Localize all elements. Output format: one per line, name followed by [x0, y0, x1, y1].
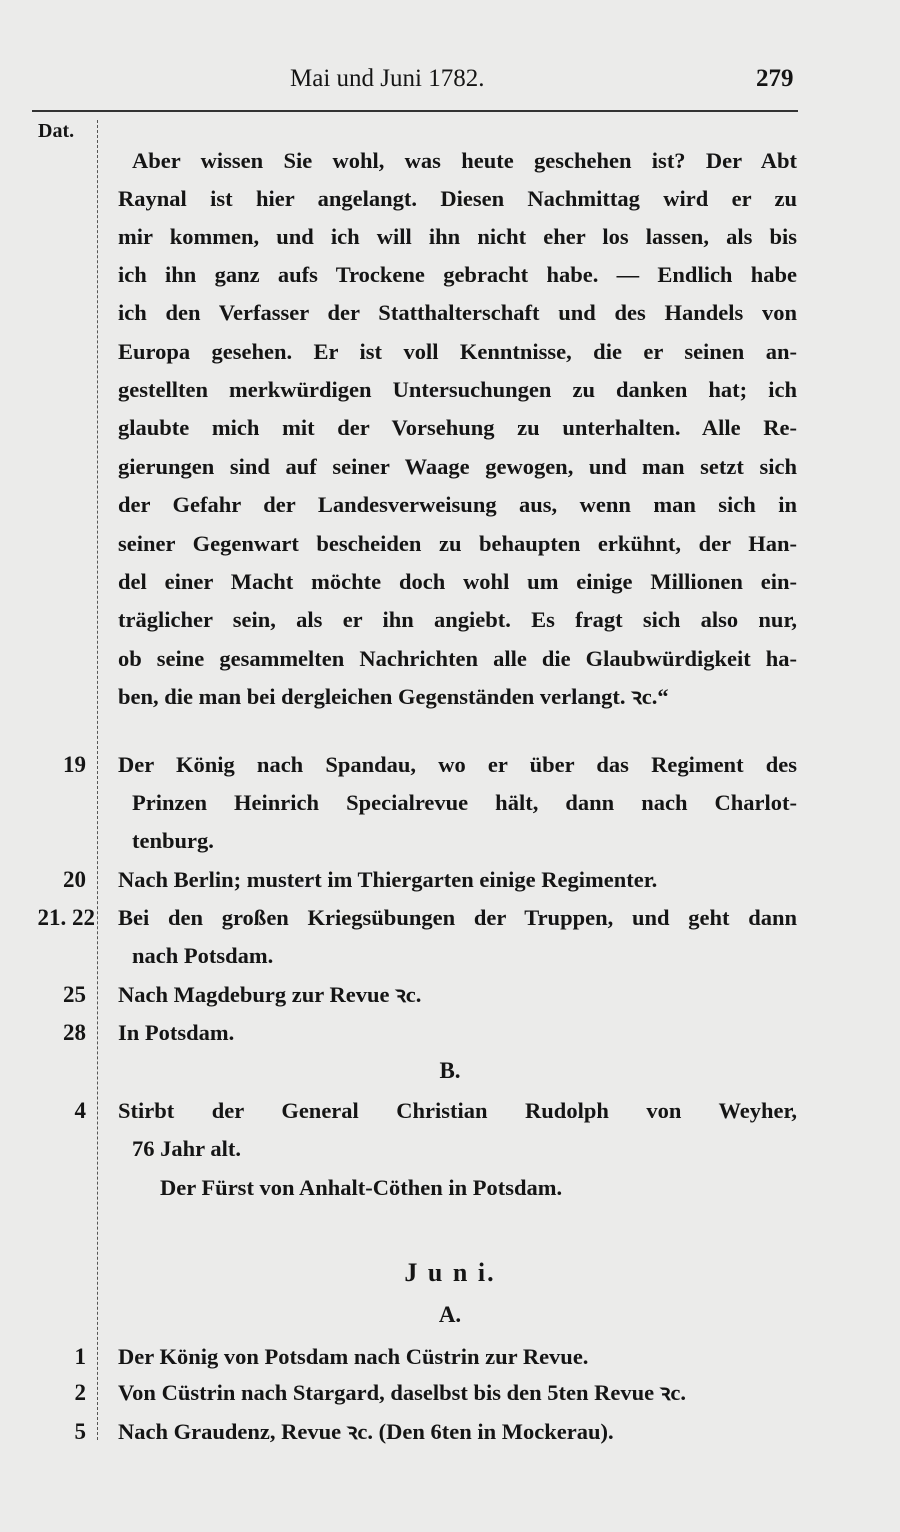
entry-line: nach Potsdam. [132, 943, 274, 968]
entry-line: Prinzen Heinrich Specialrevue hält, dann nach Charlot- [132, 790, 797, 815]
quote-line: ben, die man bei dergleichen Gegenständen verlangt. ꝛc.“ [118, 684, 669, 709]
quote-line: seiner Gegenwart bescheiden zu behaupten erkühnt, der Han- [118, 531, 797, 556]
entry-line: Nach Graudenz, Revue ꝛc. (Den 6ten in Mockerau). [118, 1419, 614, 1444]
entry-line: Der König nach Spandau, wo er über das Regiment des [118, 752, 797, 777]
entry-line: Bei den großen Kriegsübungen der Truppen, und geht dann [118, 905, 797, 930]
entry-line: Stirbt der General Christian Rudolph von Weyher, [118, 1098, 797, 1123]
entry-line: 76 Jahr alt. [132, 1136, 241, 1161]
section-heading: A. [438, 1302, 462, 1327]
entry-date: 19 [63, 752, 86, 777]
entry-line: Der Fürst von Anhalt-Cöthen in Potsdam. [160, 1175, 563, 1200]
header-rule [32, 110, 798, 112]
entry-date: 2 [74, 1380, 86, 1405]
month-heading: J u n i. [404, 1258, 496, 1287]
entry-date: 25 [63, 982, 86, 1007]
entry-date: 4 [74, 1098, 86, 1123]
entry-date: 21. 22 [37, 905, 95, 930]
entry-date: 20 [63, 867, 86, 892]
entry-line: In Potsdam. [118, 1020, 235, 1045]
quote-line: mir kommen, und ich will ihn nicht eher los lassen, als bis [118, 224, 797, 249]
entry-line: Nach Magdeburg zur Revue ꝛc. [118, 982, 422, 1007]
quote-line: ob seine gesammelten Nachrichten alle die Glaubwürdigkeit ha- [118, 646, 797, 671]
date-column-label: Dat. [38, 120, 75, 142]
entry-line: Nach Berlin; mustert im Thiergarten einige Regimenter. [118, 867, 658, 892]
entry-date: 28 [63, 1020, 86, 1045]
quote-line: Europa gesehen. Er ist voll Kenntnisse, die er seinen an- [118, 339, 797, 364]
quote-line: ich ihn ganz aufs Trockene gebracht habe. — Endlich habe [118, 262, 797, 287]
quote-line: Raynal ist hier angelangt. Diesen Nachmittag wird er zu [118, 186, 797, 211]
entry-line: Von Cüstrin nach Stargard, daselbst bis den 5ten Revue ꝛc. [118, 1380, 687, 1405]
entry-line: Der König von Potsdam nach Cüstrin zur Revue. [118, 1344, 589, 1369]
running-title: Mai und Juni 1782. [290, 65, 485, 92]
quote-line: glaubte mich mit der Vorsehung zu unterhalten. Alle Re- [118, 415, 797, 440]
quote-line: ich den Verfasser der Statthalterschaft und des Handels von [118, 300, 797, 325]
date-column-divider [97, 120, 98, 1440]
quote-line: der Gefahr der Landesverweisung aus, wenn man sich in [118, 492, 797, 517]
quote-line: gierungen sind auf seiner Waage gewogen, und man setzt sich [118, 454, 797, 479]
section-heading: B. [439, 1058, 461, 1083]
entry-date: 1 [74, 1344, 86, 1369]
quote-line: gestellten merkwürdigen Untersuchungen zu danken hat; ich [118, 377, 797, 402]
page-number: 279 [756, 65, 794, 92]
quote-line: del einer Macht möchte doch wohl um einige Millionen ein- [118, 569, 797, 594]
entry-line: tenburg. [132, 828, 214, 853]
quote-line: Aber wissen Sie wohl, was heute geschehen ist? Der Abt [132, 148, 797, 173]
entry-date: 5 [74, 1419, 86, 1444]
quote-line: träglicher sein, als er ihn angiebt. Es fragt sich also nur, [118, 607, 797, 632]
